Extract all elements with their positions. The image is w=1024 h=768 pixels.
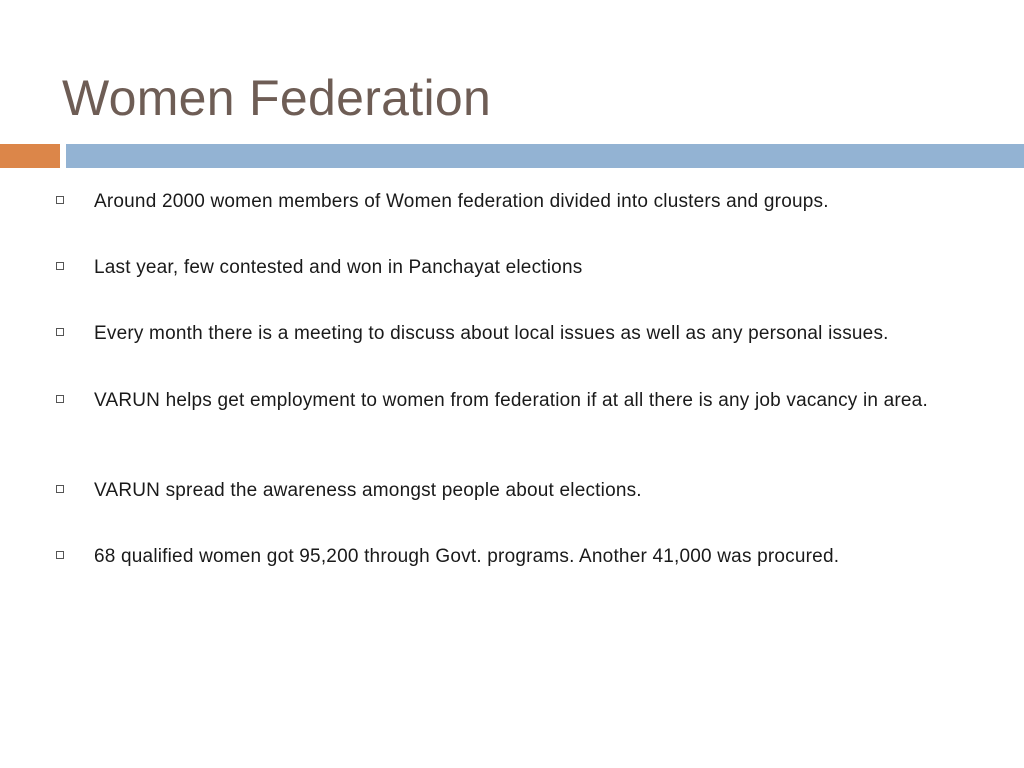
square-bullet-icon xyxy=(56,328,64,336)
square-bullet-icon xyxy=(56,262,64,270)
square-bullet-icon xyxy=(56,196,64,204)
square-bullet-icon xyxy=(56,395,64,403)
bullet-text: Around 2000 women members of Women federation divided into clusters and groups. xyxy=(94,191,829,212)
bullet-text: Last year, few contested and won in Panchayat elections xyxy=(94,257,583,278)
bullet-text: Every month there is a meeting to discuss about local issues as well as any personal issues. xyxy=(94,323,889,344)
slide-title: Women Federation xyxy=(62,70,492,126)
bullet-text: 68 qualified women got 95,200 through Govt. programs. Another 41,000 was procured. xyxy=(94,546,840,567)
bullet-text: VARUN spread the awareness amongst people about elections. xyxy=(94,480,642,501)
square-bullet-icon xyxy=(56,485,64,493)
square-bullet-icon xyxy=(56,551,64,559)
bullet-text: VARUN helps get employment to women from federation if at all there is any job vacancy in area. xyxy=(94,390,928,411)
